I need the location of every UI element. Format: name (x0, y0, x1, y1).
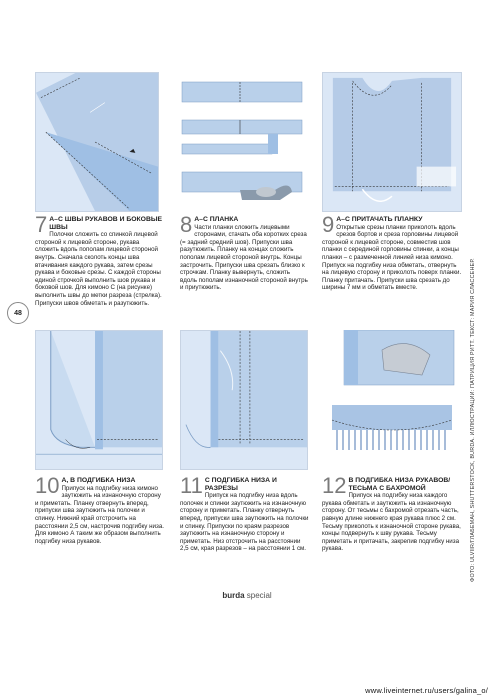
photo-credit-text: ФОТО: ULVIIR/ГЛАБЕМАН, SHUTTERSTOCK, BURDA. ИЛЛЮСТРАЦИИ: ПАТРИЦИЯ РИТТ. ТЕКСТ: МАРИЯ СЛАССЕНЕР. (470, 258, 476, 582)
step-number: 12 (322, 473, 347, 498)
step-body: Полочки сложить со спинкой лицевой стороной к лицевой стороне, рукава сложить вдоль пополам лицевой стороной внутрь. Сначала сколоть концы шва втачивания каждого рукава, затем срезы рукава и боковые срезы. С каждой стороны единой строчкой выполнить шов рукава и боковой шов. Для кимоно С (на рисунке) выполнить швы до метки разреза (стрелка). Припуски швов обметать и разутюжить. (35, 231, 162, 307)
step-7 (35, 212, 163, 307)
watermark-link[interactable]: www.liveinternet.ru/users/galina_o/ (365, 686, 488, 695)
step-title: А–С ПРИТАЧАТЬ ПЛАНКУ (336, 216, 423, 223)
illustration-step-7 (35, 72, 159, 212)
footer-brand: burda (222, 591, 245, 600)
magazine-footer (0, 591, 494, 600)
illustration-step-10 (35, 330, 163, 470)
page-number: 48 (7, 302, 29, 324)
step-title: А–С ШВЫ РУКАВОВ И БОКОВЫЕ ШВЫ (49, 216, 163, 231)
illustration-step-12 (322, 330, 462, 470)
step-number: 9 (322, 212, 335, 237)
step-9 (322, 212, 462, 292)
step-11 (180, 473, 310, 553)
step-title: В ПОДГИБКА НИЗА РУКАВОВ/ ТЕСЬМА С БАХРОМОЙ (348, 477, 451, 492)
footer-suffix: special (246, 591, 272, 600)
step-8 (180, 212, 308, 292)
step-title: А–С ПЛАНКА (194, 216, 239, 223)
step-body: Припуск на подгибку низа каждого рукава обметать и заутюжить на изнаночную сторону. От тесьмы с бахромой отрезать часть, равную длине нижнего края рукава плюс 2 см. Тесьму приколоть к изнаночной стороне рукава, концы подвернуть к шву рукава. Тесьму приметать и притачать, закрепив подгибку низа рукава. (322, 492, 461, 553)
step-12 (322, 473, 462, 553)
step-body: Припуск на подгибку низа кимоно заутюжить на изнаночную сторону и приметать. Планку отвернуть вперед, припуски шва заутюжить на полочки и спинку. Нижний край отстрочить на расстоянии 2,5 см, настрочив подгибку низа. Для кимоно А таким же образом выполнить подгибку низа рукавов. (35, 484, 164, 545)
step-body: Открытые срезы планки приколоть вдоль срезов бортов и среза горловины лицевой стороной к лицевой стороне, совместив шов планки с серединой горловины спинки, а концы планки – с размеченной линией низа кимоно. Припуск на подгибку низа обметать, отвернуть на лицевую сторону и приколоть поверх планки. Планку притачать. Припуски шва срезать до ширины 7 мм и обметать вместе. (322, 223, 462, 292)
step-body: Части планки сложить лицевыми сторонами, стачать оба коротких среза (= задний средний шов). Припуски шва разутюжить. Планку на концах сложить пополам лицевой стороной внутрь. Концы застрочить. Припуски шва срезать близко к строчкам. Планку вывернуть, сложить вдоль пополам изнаночной стороной внутрь и приутюжить. (180, 223, 308, 292)
step-10 (35, 473, 165, 545)
illustration-step-9 (322, 72, 462, 212)
step-title: С ПОДГИБКА НИЗА И РАЗРЕЗЫ (204, 477, 277, 492)
step-number: 11 (180, 473, 203, 498)
step-body: Припуск на подгибку низа вдоль полочек и спинки заутюжить на изнаночную сторону и приметать. Планку отвернуть вперед, припуски шва заутюжить на полочки и спинку. Припуски по краям разрезов заутюжить на изнаночную сторону и приметать. Низ отстрочить на расстоянии 2,5 см, края разрезов – на расстоянии 1 см. (180, 492, 309, 553)
step-title: А, В ПОДГИБКА НИЗА (61, 477, 136, 484)
step-number: 8 (180, 212, 193, 237)
step-number: 10 (35, 473, 60, 498)
illustration-step-8 (180, 72, 304, 212)
step-number: 7 (35, 212, 48, 237)
illustration-step-11 (180, 330, 308, 470)
